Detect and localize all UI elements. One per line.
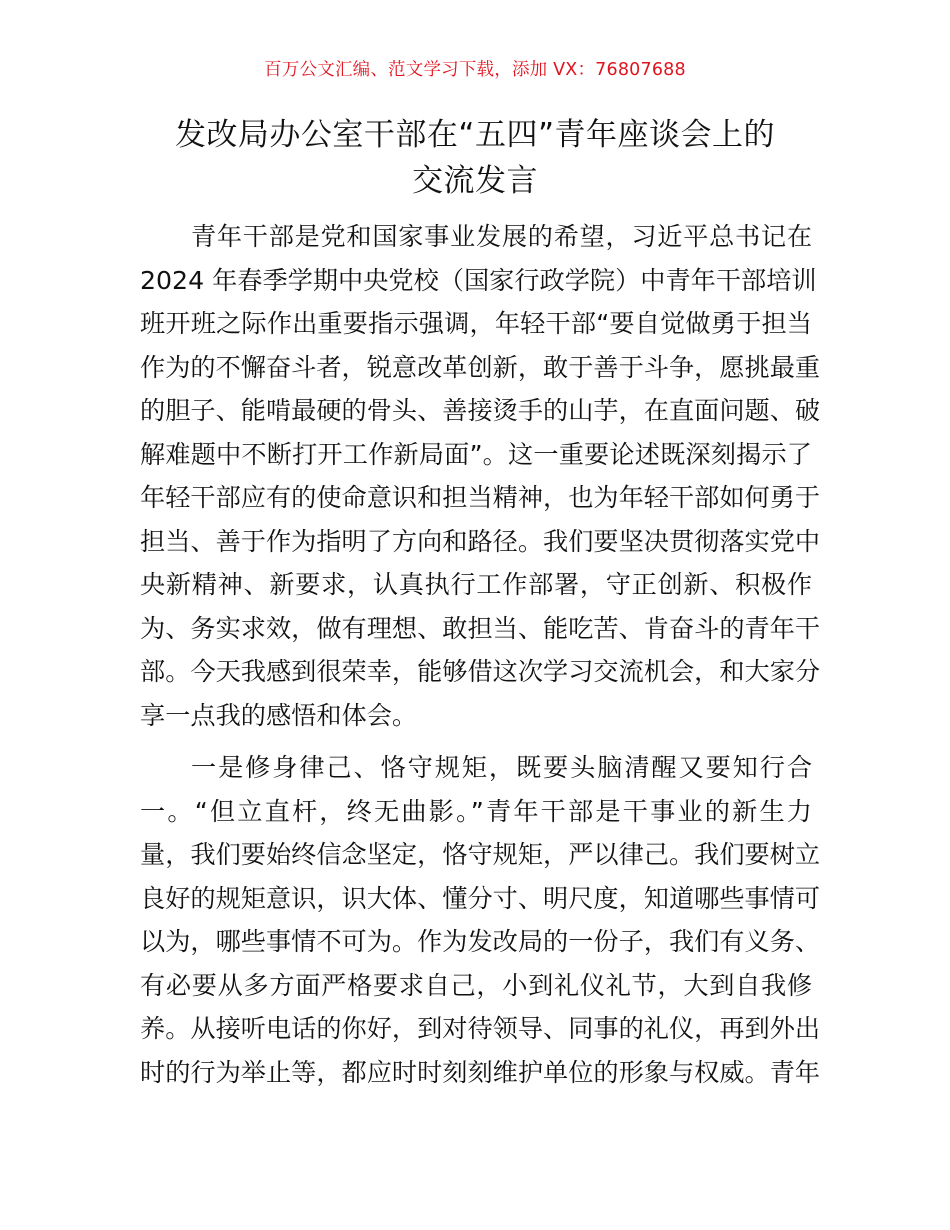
text-line: 量，我们要始终信念坚定，恪守规矩，严以律己。我们要树立 xyxy=(140,840,821,869)
watermark-banner: 百万公文汇编、范文学习下载，添加 VX：76807688 xyxy=(264,60,686,80)
text-line: 一是修身律己、恪守规矩，既要头脑清醒又要知行合 xyxy=(191,753,812,782)
text-line: 年轻干部应有的使命意识和担当精神，也为年轻干部如何勇于 xyxy=(140,483,821,512)
text-line: 有必要从多方面严格要求自己，小到礼仪礼节，大到自我修 xyxy=(140,970,812,1000)
text-line: 享一点我的感悟和体会。 xyxy=(140,700,418,730)
title-line-2: 交流发言 xyxy=(412,163,538,199)
text-line: 青年干部是党和国家事业发展的希望，习近平总书记在 xyxy=(191,222,812,251)
text-line: 央新精神、新要求，认真执行工作部署，守正创新、积极作 xyxy=(140,570,812,599)
title-line-1: 发改局办公室干部在“五四”青年座谈会上的 xyxy=(174,117,776,153)
paragraph-spacer xyxy=(140,737,812,746)
text-line: 作为的不懈奋斗者，锐意改革创新，敢于善于斗争，愿挑最重 xyxy=(140,352,821,382)
text-line: 为、务实求效，做有理想、敢担当、能吃苦、肯奋斗的青年干 xyxy=(140,613,821,643)
text-line: 解难题中不断打开工作新局面”。这一重要论述既深刻揭示了 xyxy=(140,439,812,469)
text-line: 养。从接听电话的你好，到对待领导、同事的礼仪，再到外出 xyxy=(140,1014,821,1043)
text-line: 的胆子、能啃最硬的骨头、善接烫手的山芋，在直面问题、破 xyxy=(140,396,821,425)
text-line: 时的行为举止等，都应时时刻刻维护单位的形象与权威。青年 xyxy=(140,1057,821,1087)
text-line: 一。“但立直杆，终无曲影。”青年干部是干事业的新生力 xyxy=(140,796,812,826)
text-line: 2024 年春季学期中央党校（国家行政学院）中青年干部培训 xyxy=(140,265,817,295)
text-line: 担当、善于作为指明了方向和路径。我们要坚决贯彻落实党中 xyxy=(140,526,821,556)
text-line: 以为，哪些事情不可为。作为发改局的一份子，我们有义务、 xyxy=(140,927,821,956)
paragraph-intro xyxy=(140,215,821,737)
paragraph-point-one xyxy=(140,746,821,1094)
text-line: 班开班之际作出重要指示强调，年轻干部“要自觉做勇于担当 xyxy=(140,309,812,338)
document-body xyxy=(140,215,821,1094)
text-line: 良好的规矩意识，识大体、懂分寸、明尺度，知道哪些事情可 xyxy=(140,883,821,913)
document-title xyxy=(120,112,830,204)
text-line: 部。今天我感到很荣幸，能够借这次学习交流机会，和大家分 xyxy=(140,657,821,686)
